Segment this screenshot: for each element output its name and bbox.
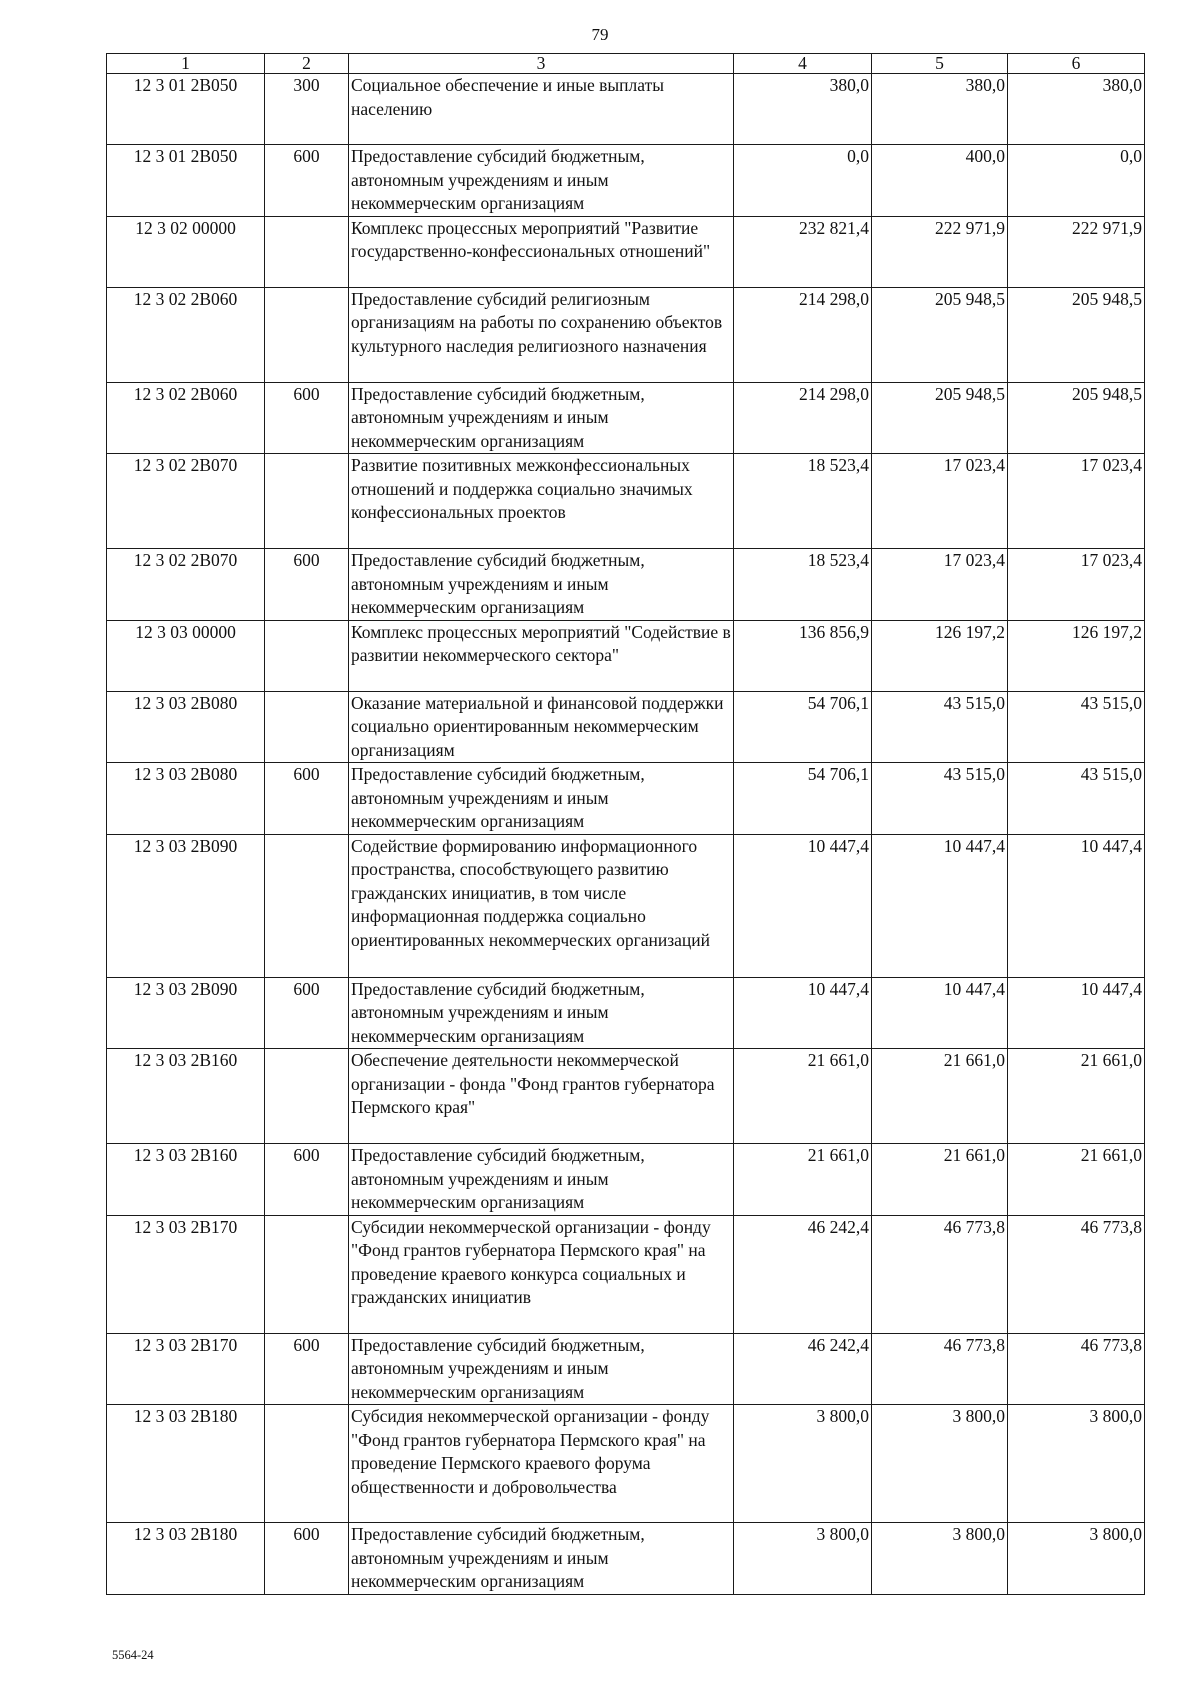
amount-col4-cell: 3 800,0 (734, 1405, 872, 1523)
amount-col6-cell: 21 661,0 (1008, 1144, 1145, 1216)
description-cell: Комплекс процессных мероприятий "Развитие государственно-конфессиональных отношений" (349, 216, 734, 287)
amount-col6-cell: 46 773,8 (1008, 1215, 1145, 1333)
amount-col6-cell: 43 515,0 (1008, 763, 1145, 835)
amount-col6-cell: 43 515,0 (1008, 691, 1145, 763)
description-cell: Предоставление субсидий бюджетным, автономным учреждениям и иным некоммерческим организациям (349, 382, 734, 454)
budget-code-cell: 12 3 02 2В070 (107, 454, 265, 549)
amount-col6-cell: 205 948,5 (1008, 382, 1145, 454)
amount-col5-cell: 400,0 (872, 145, 1008, 217)
description-cell: Субсидия некоммерческой организации - фонду "Фонд грантов губернатора Пермского края" на проведение Пермского краевого форума общественности и добровольчества (349, 1405, 734, 1523)
amount-col4-cell: 136 856,9 (734, 620, 872, 691)
document-code: 5564-24 (112, 1648, 154, 1662)
amount-col5-cell: 380,0 (872, 74, 1008, 145)
table-row (107, 549, 1145, 621)
amount-col5-cell: 21 661,0 (872, 1049, 1008, 1144)
table-row (107, 1215, 1145, 1333)
expense-type-cell (265, 216, 349, 287)
amount-col6-cell: 126 197,2 (1008, 620, 1145, 691)
budget-code-cell: 12 3 03 2В160 (107, 1144, 265, 1216)
amount-col4-cell: 46 242,4 (734, 1333, 872, 1405)
budget-table (106, 53, 1145, 1595)
header-row (107, 54, 1145, 74)
description-cell: Субсидии некоммерческой организации - фонду "Фонд грантов губернатора Пермского края" на проведение краевого конкурса социальных и гражданских инициатив (349, 1215, 734, 1333)
amount-col4-cell: 214 298,0 (734, 382, 872, 454)
amount-col5-cell: 3 800,0 (872, 1405, 1008, 1523)
expense-type-cell: 300 (265, 74, 349, 145)
budget-code-cell: 12 3 02 2В070 (107, 549, 265, 621)
expense-type-cell: 600 (265, 1333, 349, 1405)
amount-col4-cell: 214 298,0 (734, 287, 872, 382)
amount-col4-cell: 380,0 (734, 74, 872, 145)
table-row (107, 74, 1145, 145)
page-number: 79 (591, 25, 609, 44)
budget-code-cell: 12 3 02 00000 (107, 216, 265, 287)
amount-col4-cell: 54 706,1 (734, 691, 872, 763)
amount-col6-cell: 46 773,8 (1008, 1333, 1145, 1405)
column-header: 4 (734, 54, 872, 74)
amount-col6-cell: 10 447,4 (1008, 834, 1145, 977)
amount-col5-cell: 205 948,5 (872, 382, 1008, 454)
amount-col4-cell: 232 821,4 (734, 216, 872, 287)
amount-col5-cell: 46 773,8 (872, 1333, 1008, 1405)
expense-type-cell: 600 (265, 382, 349, 454)
amount-col6-cell: 10 447,4 (1008, 977, 1145, 1049)
budget-code-cell: 12 3 03 2В160 (107, 1049, 265, 1144)
amount-col6-cell: 3 800,0 (1008, 1523, 1145, 1595)
budget-code-cell: 12 3 03 2В180 (107, 1405, 265, 1523)
expense-type-cell (265, 834, 349, 977)
expense-type-cell: 600 (265, 1144, 349, 1216)
description-cell: Предоставление субсидий религиозным организациям на работы по сохранению объектов культурного наследия религиозного назначения (349, 287, 734, 382)
amount-col6-cell: 205 948,5 (1008, 287, 1145, 382)
column-header: 2 (265, 54, 349, 74)
description-cell: Предоставление субсидий бюджетным, автономным учреждениям и иным некоммерческим организациям (349, 977, 734, 1049)
budget-code-cell: 12 3 03 2В170 (107, 1333, 265, 1405)
description-cell: Предоставление субсидий бюджетным, автономным учреждениям и иным некоммерческим организациям (349, 1523, 734, 1595)
budget-code-cell: 12 3 03 2В170 (107, 1215, 265, 1333)
description-cell: Обеспечение деятельности некоммерческой организации - фонда "Фонд грантов губернатора Пермского края" (349, 1049, 734, 1144)
expense-type-cell (265, 454, 349, 549)
amount-col6-cell: 17 023,4 (1008, 549, 1145, 621)
column-header: 1 (107, 54, 265, 74)
amount-col5-cell: 126 197,2 (872, 620, 1008, 691)
description-cell: Предоставление субсидий бюджетным, автономным учреждениям и иным некоммерческим организациям (349, 1144, 734, 1216)
amount-col6-cell: 21 661,0 (1008, 1049, 1145, 1144)
expense-type-cell (265, 620, 349, 691)
budget-code-cell: 12 3 03 2В080 (107, 691, 265, 763)
expense-type-cell: 600 (265, 977, 349, 1049)
amount-col4-cell: 18 523,4 (734, 549, 872, 621)
description-cell: Предоставление субсидий бюджетным, автономным учреждениям и иным некоммерческим организациям (349, 763, 734, 835)
table-row (107, 145, 1145, 217)
amount-col5-cell: 3 800,0 (872, 1523, 1008, 1595)
amount-col4-cell: 18 523,4 (734, 454, 872, 549)
table-row (107, 287, 1145, 382)
expense-type-cell: 600 (265, 1523, 349, 1595)
table-row (107, 1523, 1145, 1595)
column-header: 6 (1008, 54, 1145, 74)
column-header: 3 (349, 54, 734, 74)
description-cell: Предоставление субсидий бюджетным, автономным учреждениям и иным некоммерческим организациям (349, 145, 734, 217)
budget-code-cell: 12 3 02 2В060 (107, 287, 265, 382)
table-row (107, 382, 1145, 454)
amount-col5-cell: 10 447,4 (872, 977, 1008, 1049)
expense-type-cell (265, 287, 349, 382)
budget-code-cell: 12 3 03 2В090 (107, 834, 265, 977)
table-row (107, 763, 1145, 835)
description-cell: Предоставление субсидий бюджетным, автономным учреждениям и иным некоммерческим организациям (349, 549, 734, 621)
budget-code-cell: 12 3 03 2В180 (107, 1523, 265, 1595)
budget-code-cell: 12 3 03 2В080 (107, 763, 265, 835)
amount-col5-cell: 46 773,8 (872, 1215, 1008, 1333)
amount-col5-cell: 43 515,0 (872, 691, 1008, 763)
amount-col6-cell: 0,0 (1008, 145, 1145, 217)
amount-col4-cell: 3 800,0 (734, 1523, 872, 1595)
amount-col5-cell: 205 948,5 (872, 287, 1008, 382)
expense-type-cell (265, 1405, 349, 1523)
amount-col4-cell: 54 706,1 (734, 763, 872, 835)
amount-col4-cell: 21 661,0 (734, 1144, 872, 1216)
amount-col4-cell: 0,0 (734, 145, 872, 217)
table-row (107, 216, 1145, 287)
table-row (107, 620, 1145, 691)
description-cell: Оказание материальной и финансовой поддержки социально ориентированным некоммерческим организациям (349, 691, 734, 763)
amount-col4-cell: 46 242,4 (734, 1215, 872, 1333)
budget-code-cell: 12 3 01 2В050 (107, 145, 265, 217)
budget-code-cell: 12 3 03 00000 (107, 620, 265, 691)
table-row (107, 834, 1145, 977)
table-row (107, 1049, 1145, 1144)
table-row (107, 1144, 1145, 1216)
description-cell: Развитие позитивных межконфессиональных отношений и поддержка социально значимых конфессиональных проектов (349, 454, 734, 549)
description-cell: Предоставление субсидий бюджетным, автономным учреждениям и иным некоммерческим организациям (349, 1333, 734, 1405)
description-cell: Содействие формированию информационного пространства, способствующего развитию гражданских инициатив, в том числе информационная поддержка социально ориентированных некоммерческих организаций (349, 834, 734, 977)
amount-col4-cell: 10 447,4 (734, 834, 872, 977)
expense-type-cell: 600 (265, 763, 349, 835)
amount-col5-cell: 17 023,4 (872, 454, 1008, 549)
table-row (107, 691, 1145, 763)
table-row (107, 977, 1145, 1049)
table-row (107, 1333, 1145, 1405)
amount-col4-cell: 21 661,0 (734, 1049, 872, 1144)
expense-type-cell: 600 (265, 549, 349, 621)
expense-type-cell (265, 1049, 349, 1144)
amount-col5-cell: 43 515,0 (872, 763, 1008, 835)
budget-code-cell: 12 3 03 2В090 (107, 977, 265, 1049)
expense-type-cell (265, 691, 349, 763)
column-header: 5 (872, 54, 1008, 74)
table-row (107, 1405, 1145, 1523)
expense-type-cell: 600 (265, 145, 349, 217)
description-cell: Социальное обеспечение и иные выплаты населению (349, 74, 734, 145)
amount-col5-cell: 10 447,4 (872, 834, 1008, 977)
amount-col5-cell: 222 971,9 (872, 216, 1008, 287)
amount-col6-cell: 3 800,0 (1008, 1405, 1145, 1523)
amount-col5-cell: 21 661,0 (872, 1144, 1008, 1216)
budget-code-cell: 12 3 02 2В060 (107, 382, 265, 454)
amount-col6-cell: 222 971,9 (1008, 216, 1145, 287)
table-row (107, 454, 1145, 549)
amount-col4-cell: 10 447,4 (734, 977, 872, 1049)
amount-col6-cell: 380,0 (1008, 74, 1145, 145)
description-cell: Комплекс процессных мероприятий "Содействие в развитии некоммерческого сектора" (349, 620, 734, 691)
expense-type-cell (265, 1215, 349, 1333)
amount-col6-cell: 17 023,4 (1008, 454, 1145, 549)
amount-col5-cell: 17 023,4 (872, 549, 1008, 621)
budget-code-cell: 12 3 01 2В050 (107, 74, 265, 145)
